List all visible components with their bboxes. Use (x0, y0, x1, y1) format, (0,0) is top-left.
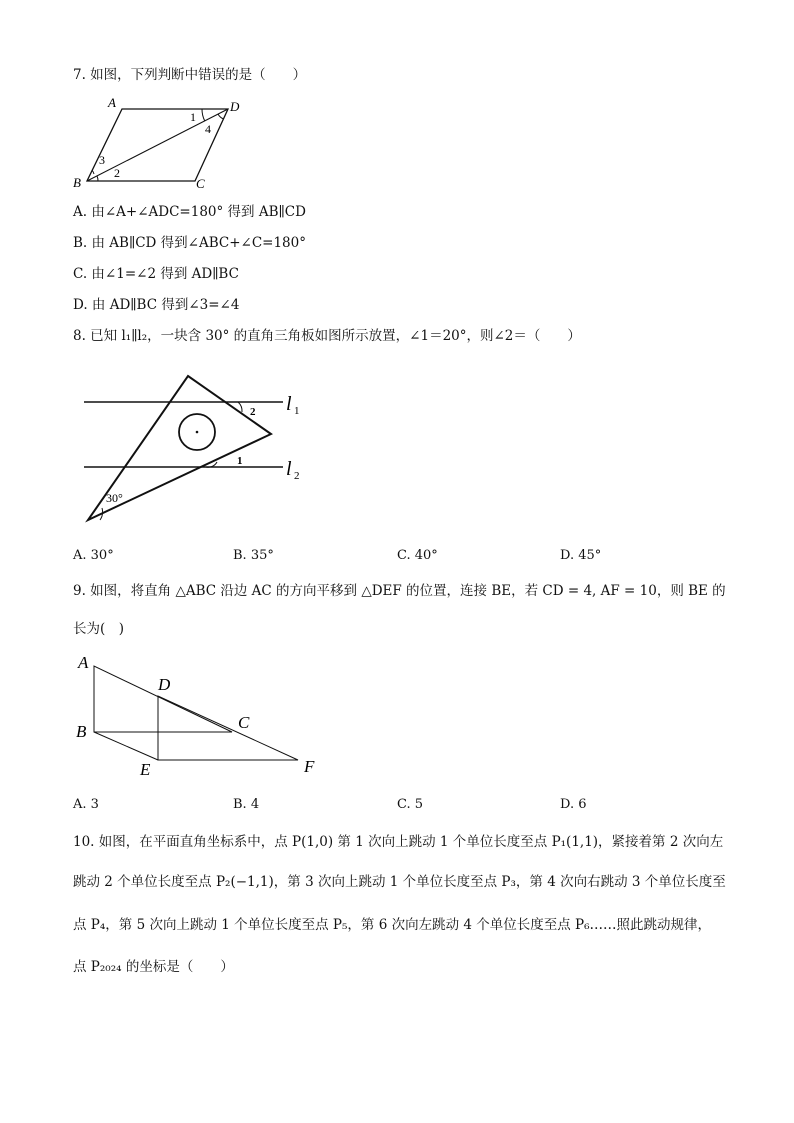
q9-label-E: E (140, 760, 151, 779)
q10-line1: 10. 如图，在平面直角坐标系中，点 P(1,0) 第 1 次向上跳动 1 个单位长度至点 P₁(1,1)，紧接着第 2 次向左 (73, 834, 724, 850)
q9-label-D: D (158, 675, 171, 694)
q7-stem: 7. 如图，下列判断中错误的是（ ） (73, 67, 307, 83)
q10-line3: 点 P₄，第 5 次向上跳动 1 个单位长度至点 P₅，第 6 次向左跳动 4 个单位长度至点 P₆……照此跳动规律， (73, 917, 712, 933)
q9-option-c[interactable]: C. 5 (397, 797, 424, 812)
q9-stem-line2: 长为( ) (73, 621, 125, 637)
q7-option-a[interactable]: A. 由∠A+∠ADC=180° 得到 AB∥CD (73, 204, 306, 220)
q10-line2: 跳动 2 个单位长度至点 P₂(−1,1)，第 3 次向上跳动 1 个单位长度至点 P₃，第 4 次向右跳动 3 个单位长度至 (73, 874, 726, 890)
q9-label-C: C (238, 713, 250, 732)
q9-label-B: B (76, 722, 87, 741)
q8-option-c[interactable]: C. 40° (397, 548, 438, 563)
q8-label-l2: l (286, 458, 292, 480)
q7-label-B: B (73, 175, 81, 190)
q9-option-d[interactable]: D. 6 (560, 797, 587, 812)
q7-option-b[interactable]: B. 由 AB∥CD 得到∠ABC+∠C=180° (73, 235, 306, 251)
q8-option-a[interactable]: A. 30° (73, 548, 114, 563)
q7-label-A: A (108, 95, 116, 110)
q9-option-a[interactable]: A. 3 (73, 797, 99, 812)
q10-line4: 点 P₂₀₂₄ 的坐标是（ ） (73, 959, 234, 975)
q9-label-F: F (304, 757, 315, 776)
q7-angle-2: 2 (114, 166, 120, 180)
q7-label-C: C (196, 176, 205, 191)
q7-angle-1: 1 (190, 110, 196, 124)
q7-option-d[interactable]: D. 由 AD∥BC 得到∠3=∠4 (73, 297, 240, 313)
q8-label-l1: l (286, 393, 292, 415)
q7-option-c[interactable]: C. 由∠1=∠2 得到 AD∥BC (73, 266, 239, 282)
q9-figure (72, 650, 332, 780)
q8-option-d[interactable]: D. 45° (560, 548, 602, 563)
q7-angle-3: 3 (99, 153, 105, 167)
q9-option-b[interactable]: B. 4 (233, 797, 260, 812)
q7-angle-4: 4 (205, 122, 211, 136)
q8-figure (78, 370, 318, 530)
q8-option-b[interactable]: B. 35° (233, 548, 274, 563)
q8-label-l2-sub: 2 (294, 470, 300, 482)
q8-stem: 8. 已知 l₁∥l₂，一块含 30° 的直角三角板如图所示放置，∠1＝20°，则∠2＝（ ） (73, 328, 581, 344)
q9-label-A: A (78, 653, 89, 672)
q7-figure (70, 93, 250, 193)
q8-angle-1: 1 (237, 455, 243, 467)
q8-angle-30: 30° (106, 491, 123, 505)
q9-stem-line1: 9. 如图，将直角 △ABC 沿边 AC 的方向平移到 △DEF 的位置，连接 BE，若 CD = 4, AF = 10，则 BE 的 (73, 583, 726, 599)
q7-label-D: D (230, 99, 240, 114)
q8-label-l1-sub: 1 (294, 405, 300, 417)
q8-angle-2: 2 (250, 406, 256, 418)
